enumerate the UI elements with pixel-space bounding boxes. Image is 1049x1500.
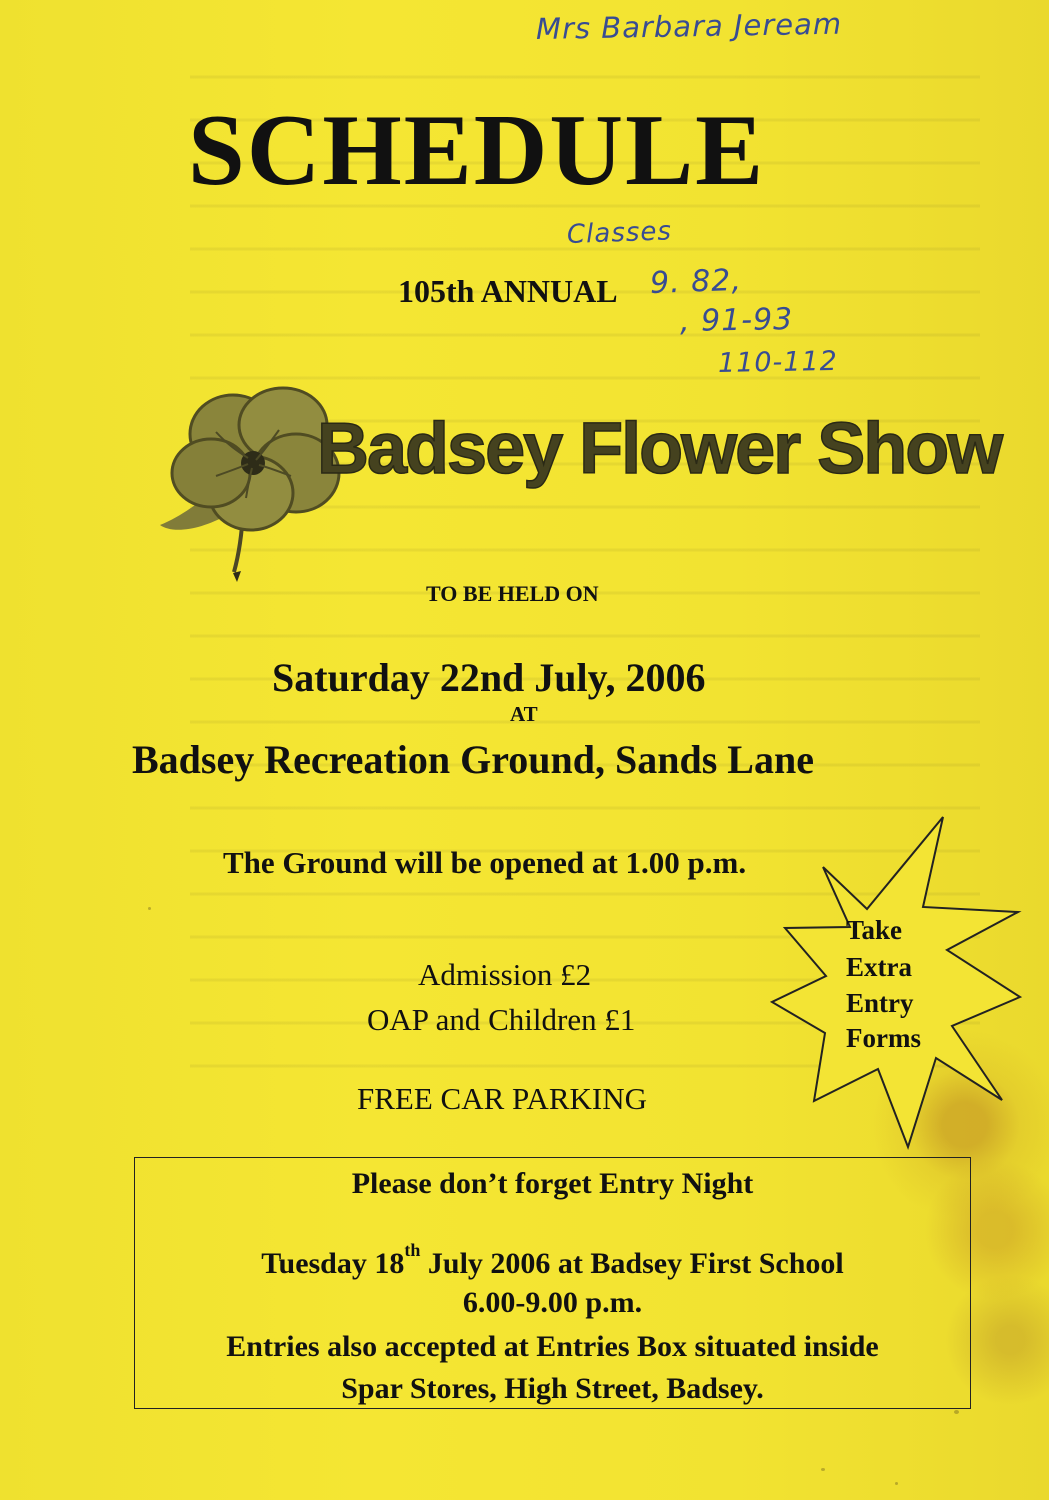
entries-box-note-line-1: Entries also accepted at Entries Box situated inside	[226, 1330, 879, 1363]
take-extra-entry-forms-line-1: Take	[846, 915, 903, 945]
at-label: AT	[510, 702, 538, 726]
entries-box-note-line-2: Spar Stores, High Street, Badsey.	[341, 1372, 764, 1405]
handwritten-classes-line-1: 9. 82,	[649, 262, 743, 301]
handwritten-classes-label: Classes	[566, 216, 673, 250]
flower-icon	[160, 388, 339, 582]
admission-price: Admission £2	[418, 957, 592, 992]
take-extra-entry-forms-line-2: Extra	[846, 952, 912, 982]
entry-night-date-prefix: Tuesday 18	[261, 1247, 405, 1280]
ground-opening-time: The Ground will be opened at 1.00 p.m.	[223, 845, 747, 880]
concession-price: OAP and Children £1	[367, 1002, 636, 1037]
free-car-parking-note: FREE CAR PARKING	[357, 1081, 647, 1116]
take-extra-entry-forms-line-3: Entry	[846, 988, 914, 1018]
held-on-label: TO BE HELD ON	[426, 581, 599, 606]
entry-night-time: 6.00-9.00 p.m.	[462, 1286, 643, 1319]
paper-speck	[954, 1410, 959, 1414]
schedule-title: SCHEDULE	[188, 94, 766, 207]
show-date: Saturday 22nd July, 2006	[272, 655, 706, 700]
badsey-flower-show-logo	[155, 372, 1002, 587]
starburst-icon	[760, 812, 1030, 1147]
annual-subtitle: 105th ANNUAL	[398, 273, 618, 309]
paper-speck	[821, 1468, 825, 1471]
take-extra-entry-forms-line-4: Forms	[846, 1023, 921, 1053]
paper-speck	[895, 1482, 898, 1485]
badsey-flower-show-logo-text: Badsey Flower Show	[317, 409, 1002, 489]
entry-night-date-rest: July 2006 at Badsey First School	[420, 1247, 844, 1280]
entry-night-heading: Please don’t forget Entry Night	[351, 1167, 754, 1200]
entry-night-box	[134, 1157, 971, 1409]
paper-speck	[148, 907, 151, 910]
entry-night-date-suffix: th	[404, 1240, 421, 1260]
handwritten-name-note: Mrs Barbara Jeream	[535, 6, 843, 46]
entry-night-date	[135, 1240, 970, 1281]
handwritten-classes-line-2: , 91-93	[679, 302, 794, 339]
show-venue: Badsey Recreation Ground, Sands Lane	[132, 737, 814, 782]
handwritten-classes-line-3: 110-112	[717, 345, 839, 379]
